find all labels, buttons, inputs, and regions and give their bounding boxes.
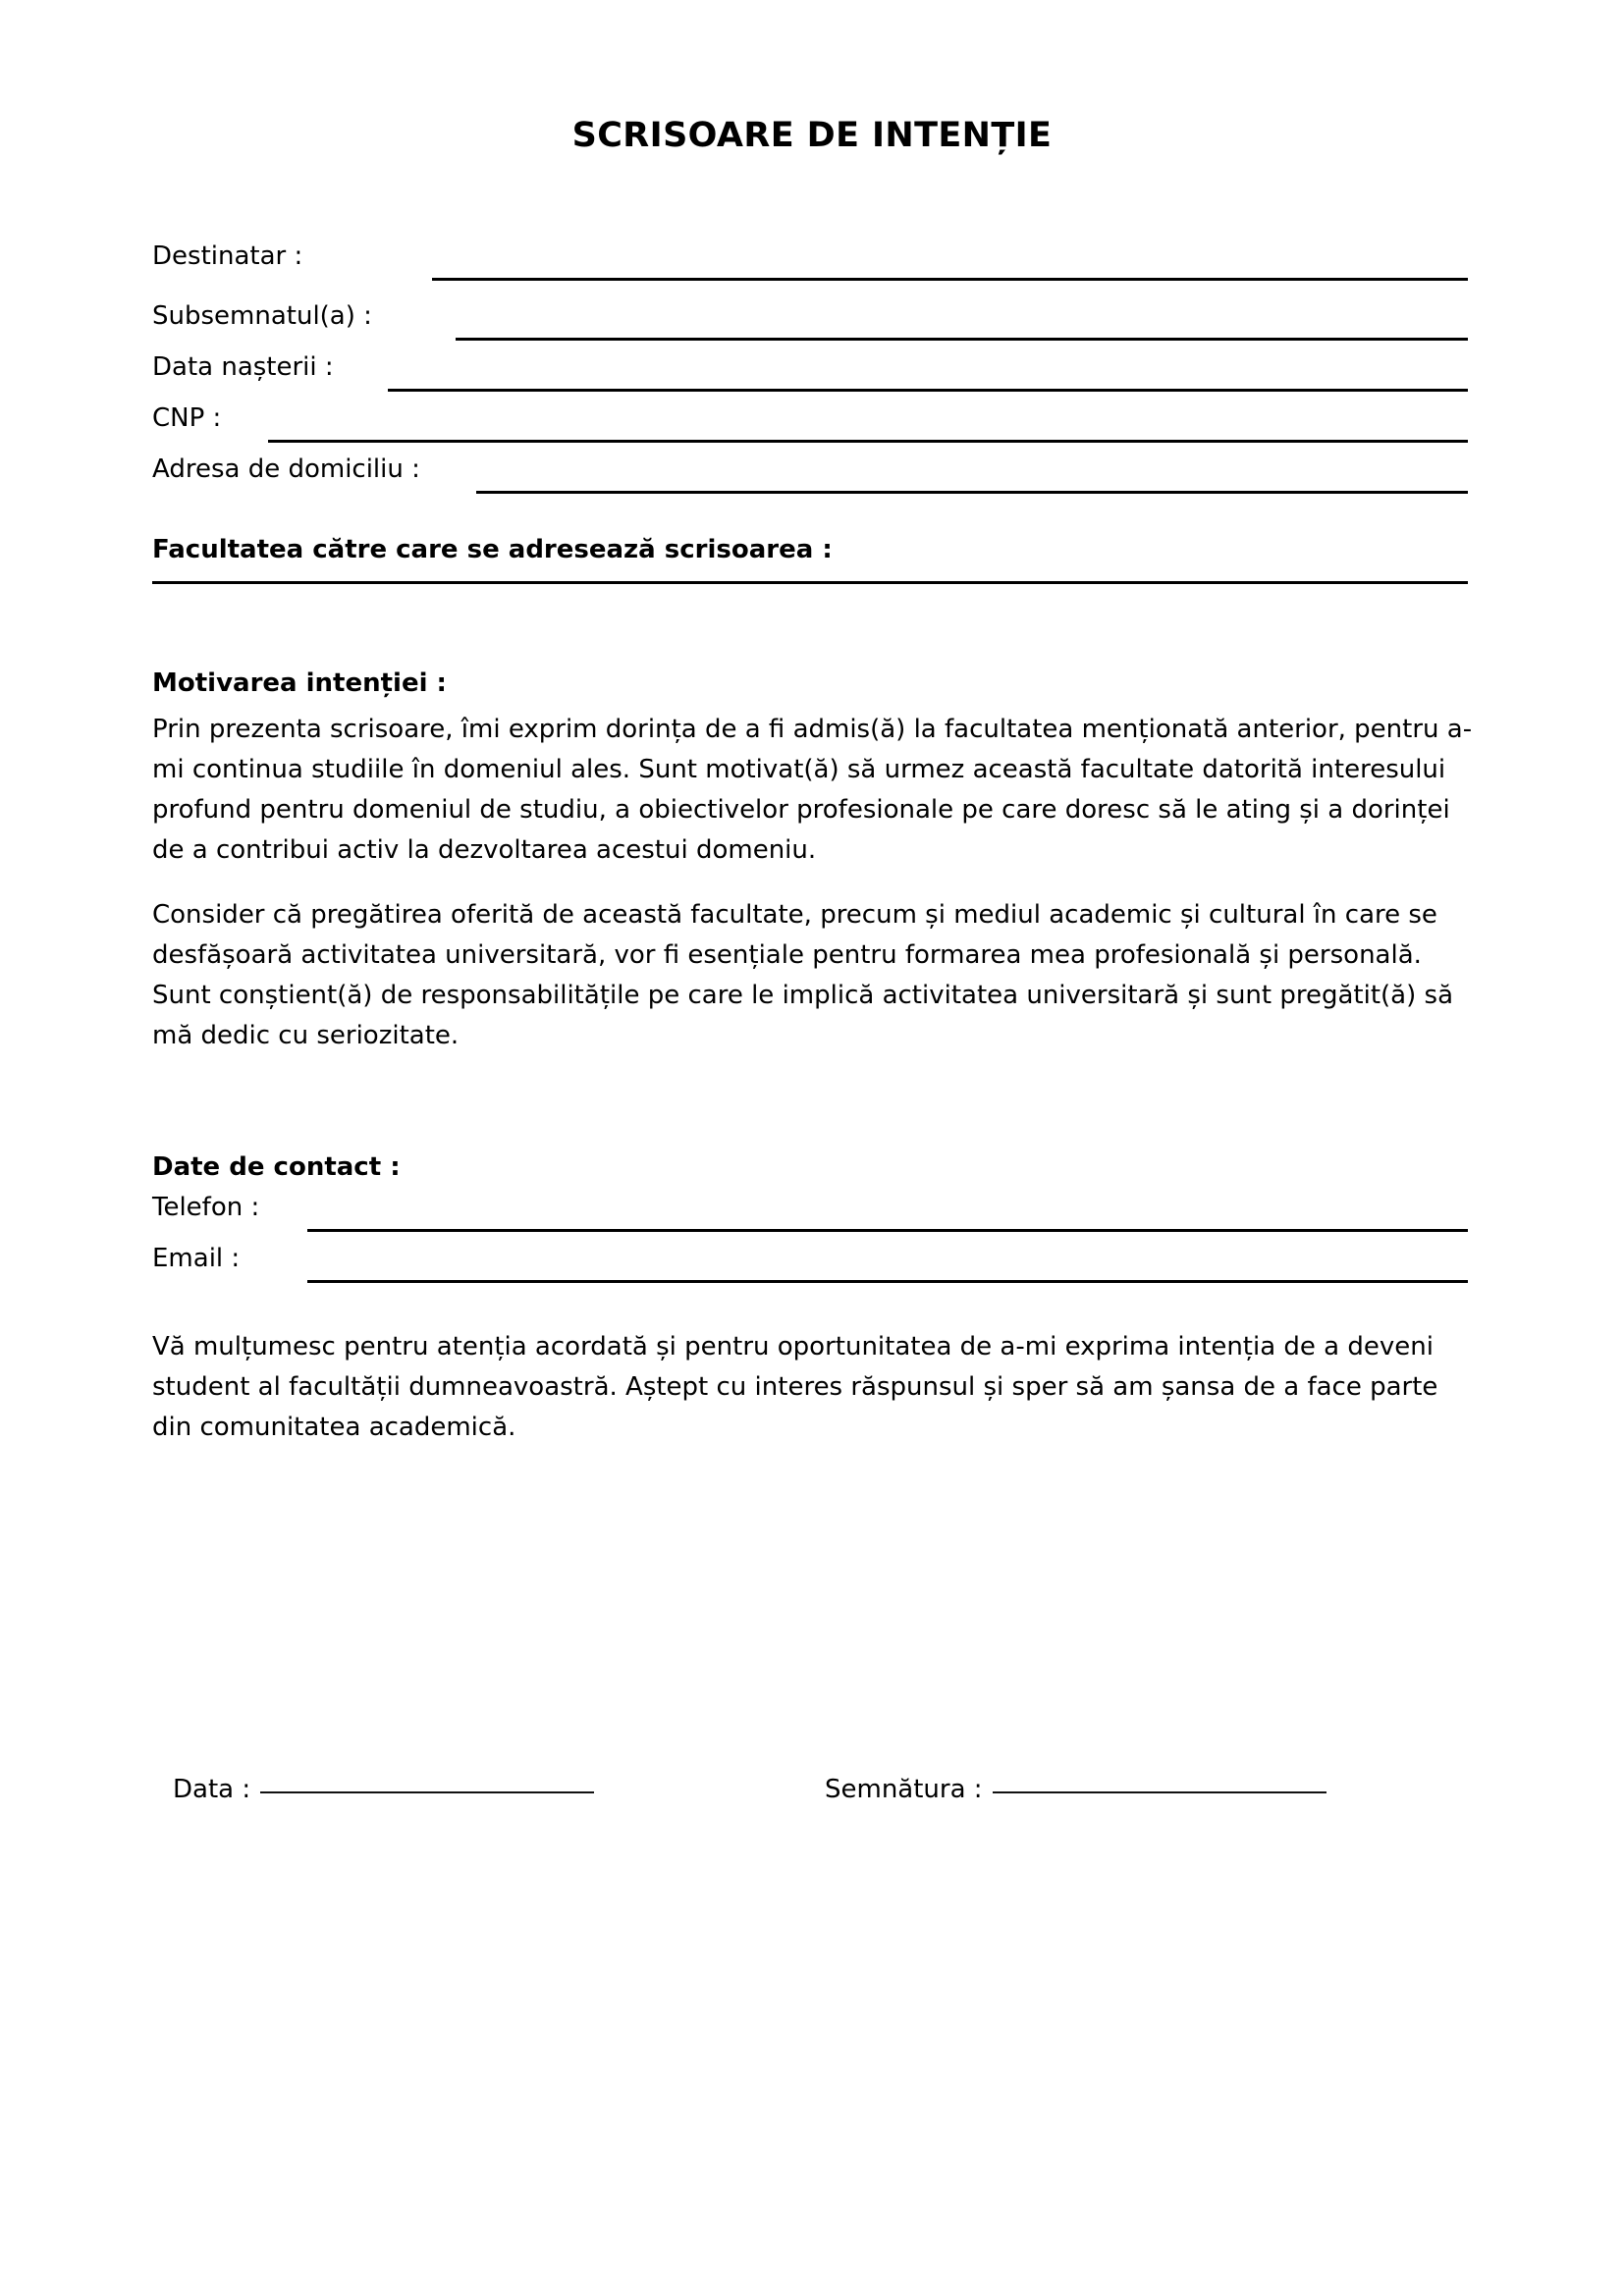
signature-row [0,1773,1624,1822]
closing-paragraph: Vă mulțumesc pentru atenția acordată și pentru oportunitatea de a-mi exprima intenția de a deveni student al facultății dumneavoastră. Aștept cu interes răspunsul și sper să am șansa de a face parte din comunitatea academică. [152,1332,1438,1442]
motivation-paragraph-1: Prin prezenta scrisoare, îmi exprim dorința de a fi admis(ă) la facultatea menționată anterior, pentru a-mi continua studiile în domeniul ales. Sunt motivat(ă) să urmez această facultate datorită interesului profund pentru domeniul de studiu, a obiectivelor profesionale pe care doresc să le ating și a dorinței de a contribui activ la dezvoltarea acestui domeniu. [152,715,1473,865]
section-heading-contact: Date de contact : [152,1152,401,1182]
field-row-destinatar [152,240,1468,283]
field-label-data-nasterii: Data nașterii : [152,352,334,382]
date-label: Data : [173,1775,251,1804]
field-label-email: Email : [152,1244,241,1273]
field-label-telefon: Telefon : [152,1193,260,1222]
field-input-email[interactable] [307,1280,1468,1283]
signature-signature-block [825,1773,1326,1806]
field-input-cnp[interactable] [268,440,1468,443]
date-signature-block [173,1773,594,1806]
field-row-telefon [152,1191,1468,1234]
field-row-cnp [152,401,1468,445]
field-row-subsemnatul [152,299,1468,343]
motivation-paragraph-2: Consider că pregătirea oferită de această facultate, precum și mediul academic și cultural în care se desfășoară activitatea universitară, vor fi esențiale pentru formarea mea profesională și personală. Sunt conștient(ă) de responsabilitățile pe care le implică activitatea universitară și sunt pregătit(ă) să mă dedic cu seriozitate. [152,900,1453,1050]
field-label-adresa: Adresa de domiciliu : [152,454,420,484]
field-input-telefon[interactable] [307,1229,1468,1232]
page-title: SCRISOARE DE INTENȚIE [571,116,1053,155]
field-input-destinatar[interactable] [432,278,1468,281]
field-label-subsemnatul: Subsemnatul(a) : [152,301,372,331]
field-row-adresa [152,453,1468,496]
section-heading-motivare: Motivarea intenției : [152,668,447,698]
field-label-destinatar: Destinatar : [152,241,303,271]
signature-label: Semnătura : [825,1775,983,1804]
field-row-email [152,1242,1468,1285]
field-input-adresa[interactable] [476,491,1468,494]
field-input-data-nasterii[interactable] [388,389,1468,392]
field-row-data-nasterii [152,350,1468,394]
field-input-subsemnatul[interactable] [456,338,1468,341]
field-input-facultate[interactable] [152,581,1468,584]
field-label-cnp: CNP : [152,403,222,433]
signature-input-line[interactable] [993,1791,1326,1793]
date-input-line[interactable] [260,1791,594,1793]
section-heading-facultate: Facultatea către care se adresează scrisoarea : [152,535,833,564]
